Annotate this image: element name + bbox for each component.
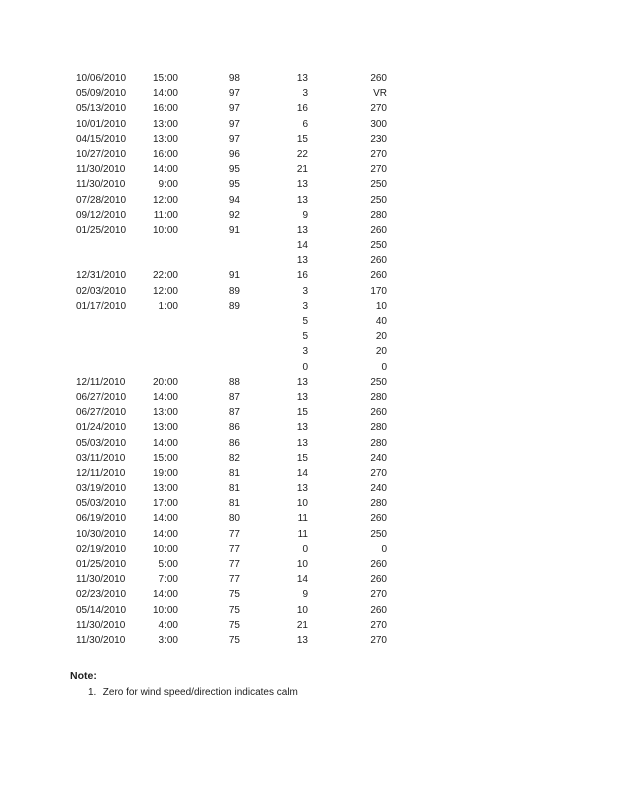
table-row xyxy=(60,390,400,405)
temperature-cell: 77 xyxy=(228,528,240,540)
wind-direction-cell: 250 xyxy=(370,194,387,206)
date-cell: 11/30/2010 xyxy=(76,164,126,176)
wind-speed-cell: 21 xyxy=(296,619,308,631)
wind-direction-cell: 270 xyxy=(370,467,387,479)
time-cell: 13:00 xyxy=(152,422,178,434)
wind-speed-cell: 13 xyxy=(296,179,308,191)
wind-speed-cell: 0 xyxy=(302,543,308,555)
time-cell: 14:00 xyxy=(152,88,178,100)
date-cell: 02/23/2010 xyxy=(76,589,127,601)
wind-direction-cell: 260 xyxy=(370,255,387,267)
wind-speed-cell: 15 xyxy=(296,407,308,419)
temperature-cell: 94 xyxy=(228,194,240,206)
temperature-cell: 95 xyxy=(228,179,240,191)
temperature-cell: 87 xyxy=(228,391,240,403)
date-cell: 05/13/2010 xyxy=(76,103,127,115)
temperature-cell: 92 xyxy=(228,209,240,221)
temperature-cell: 75 xyxy=(228,604,240,616)
date-cell: 10/01/2010 xyxy=(76,118,127,130)
time-cell: 14:00 xyxy=(152,391,178,403)
date-cell: 10/06/2010 xyxy=(76,73,127,84)
wind-speed-cell: 11 xyxy=(297,513,308,525)
wind-direction-cell: 270 xyxy=(370,619,387,631)
wind-speed-cell: 10 xyxy=(296,559,308,570)
temperature-cell: 87 xyxy=(228,407,240,419)
wind-speed-cell: 14 xyxy=(296,467,308,479)
wind-direction-cell: 250 xyxy=(370,179,387,191)
table-row xyxy=(60,360,400,375)
table-row xyxy=(60,344,400,359)
table-row xyxy=(60,451,400,466)
time-cell: 16:00 xyxy=(152,103,178,115)
date-cell: 11/30/2010 xyxy=(76,619,126,631)
wind-direction-cell: 270 xyxy=(370,148,387,160)
time-cell: 9:00 xyxy=(158,179,178,191)
wind-speed-cell: 13 xyxy=(296,634,308,646)
wind-direction-cell: 0 xyxy=(381,361,387,373)
date-cell: 10/30/2010 xyxy=(76,528,127,540)
wind-direction-cell: 270 xyxy=(370,164,387,176)
wind-speed-cell: 13 xyxy=(296,73,308,84)
wind-speed-cell: 3 xyxy=(302,285,308,297)
time-cell: 13:00 xyxy=(152,483,178,495)
wind-direction-cell: 280 xyxy=(370,437,387,449)
wind-speed-cell: 14 xyxy=(296,240,308,252)
time-cell: 15:00 xyxy=(152,452,178,464)
wind-direction-cell: 270 xyxy=(370,103,387,115)
table-row xyxy=(60,329,400,344)
wind-direction-cell: 280 xyxy=(370,498,387,510)
table-row xyxy=(60,238,400,253)
temperature-cell: 77 xyxy=(228,559,240,570)
weather-data-table xyxy=(60,71,400,648)
time-cell: 4:00 xyxy=(158,619,178,631)
temperature-cell: 75 xyxy=(228,589,240,601)
date-cell: 03/19/2010 xyxy=(76,483,127,495)
date-cell: 02/03/2010 xyxy=(76,285,127,297)
date-cell: 09/12/2010 xyxy=(76,209,127,221)
table-row xyxy=(60,633,400,648)
table-row xyxy=(60,527,400,542)
table-row xyxy=(60,86,400,101)
time-cell: 5:00 xyxy=(158,559,178,570)
date-cell: 06/27/2010 xyxy=(76,391,127,403)
temperature-cell: 77 xyxy=(228,574,240,586)
wind-direction-cell: 260 xyxy=(370,270,387,282)
table-row xyxy=(60,618,400,633)
date-cell: 10/27/2010 xyxy=(76,148,127,160)
temperature-cell: 88 xyxy=(228,376,240,388)
temperature-cell: 89 xyxy=(228,285,240,297)
temperature-cell: 75 xyxy=(228,634,240,646)
temperature-cell: 98 xyxy=(228,73,240,84)
wind-speed-cell: 13 xyxy=(296,422,308,434)
temperature-cell: 91 xyxy=(228,270,240,282)
wind-speed-cell: 21 xyxy=(296,164,308,176)
wind-direction-cell: 260 xyxy=(370,73,387,84)
temperature-cell: 81 xyxy=(228,498,240,510)
wind-speed-cell: 16 xyxy=(296,270,308,282)
wind-speed-cell: 9 xyxy=(302,589,308,601)
table-row xyxy=(60,268,400,283)
date-cell: 12/11/2010 xyxy=(76,376,126,388)
table-row xyxy=(60,71,400,86)
time-cell: 14:00 xyxy=(152,513,178,525)
date-cell: 04/15/2010 xyxy=(76,133,127,145)
time-cell: 16:00 xyxy=(152,148,178,160)
table-row xyxy=(60,375,400,390)
table-row xyxy=(60,603,400,618)
wind-speed-cell: 14 xyxy=(296,574,308,586)
date-cell: 05/03/2010 xyxy=(76,498,127,510)
temperature-cell: 86 xyxy=(228,437,240,449)
table-row xyxy=(60,314,400,329)
wind-direction-cell: 240 xyxy=(370,483,387,495)
wind-direction-cell: 260 xyxy=(370,604,387,616)
date-cell: 06/19/2010 xyxy=(76,513,127,525)
wind-direction-cell: 0 xyxy=(381,543,387,555)
wind-direction-cell: 20 xyxy=(375,331,387,343)
time-cell: 17:00 xyxy=(152,498,178,510)
note-item-number: 1. xyxy=(88,687,97,698)
temperature-cell: 97 xyxy=(228,118,240,130)
temperature-cell: 89 xyxy=(228,300,240,312)
date-cell: 01/25/2010 xyxy=(76,224,127,236)
temperature-cell: 97 xyxy=(228,133,240,145)
time-cell: 14:00 xyxy=(152,437,178,449)
table-row xyxy=(60,481,400,496)
date-cell: 11/30/2010 xyxy=(76,634,126,646)
wind-direction-cell: 270 xyxy=(370,634,387,646)
date-cell: 07/28/2010 xyxy=(76,194,127,206)
wind-direction-cell: 250 xyxy=(370,376,387,388)
time-cell: 10:00 xyxy=(152,543,178,555)
date-cell: 01/24/2010 xyxy=(76,422,127,434)
wind-direction-cell: 170 xyxy=(370,285,387,297)
wind-direction-cell: VR xyxy=(373,88,387,100)
wind-speed-cell: 5 xyxy=(302,331,308,343)
wind-direction-cell: 280 xyxy=(370,209,387,221)
time-cell: 13:00 xyxy=(152,118,178,130)
wind-speed-cell: 13 xyxy=(296,391,308,403)
table-row xyxy=(60,557,400,572)
note-title: Note: xyxy=(70,670,97,682)
temperature-cell: 80 xyxy=(228,513,240,525)
date-cell: 12/11/2010 xyxy=(76,467,126,479)
table-row xyxy=(60,420,400,435)
table-row xyxy=(60,542,400,557)
time-cell: 14:00 xyxy=(152,528,178,540)
temperature-cell: 97 xyxy=(228,88,240,100)
date-cell: 11/30/2010 xyxy=(76,179,126,191)
wind-speed-cell: 13 xyxy=(296,437,308,449)
table-row xyxy=(60,223,400,238)
time-cell: 19:00 xyxy=(152,467,178,479)
date-cell: 03/11/2010 xyxy=(76,452,126,464)
date-cell: 05/14/2010 xyxy=(76,604,127,616)
wind-speed-cell: 10 xyxy=(296,498,308,510)
temperature-cell: 75 xyxy=(228,619,240,631)
wind-direction-cell: 250 xyxy=(370,240,387,252)
time-cell: 12:00 xyxy=(152,194,178,206)
table-row xyxy=(60,511,400,526)
temperature-cell: 81 xyxy=(228,467,240,479)
wind-direction-cell: 260 xyxy=(370,224,387,236)
date-cell: 01/17/2010 xyxy=(76,300,127,312)
date-cell: 11/30/2010 xyxy=(76,574,126,586)
wind-direction-cell: 260 xyxy=(370,574,387,586)
wind-speed-cell: 5 xyxy=(302,316,308,327)
wind-speed-cell: 22 xyxy=(296,148,308,160)
wind-speed-cell: 13 xyxy=(296,255,308,267)
time-cell: 14:00 xyxy=(152,589,178,601)
table-row xyxy=(60,466,400,481)
time-cell: 3:00 xyxy=(158,634,178,646)
wind-speed-cell: 15 xyxy=(296,133,308,145)
table-row xyxy=(60,405,400,420)
wind-direction-cell: 260 xyxy=(370,407,387,419)
table-row xyxy=(60,162,400,177)
table-row xyxy=(60,132,400,147)
time-cell: 22:00 xyxy=(152,270,178,282)
table-row xyxy=(60,436,400,451)
date-cell: 05/09/2010 xyxy=(76,88,127,100)
temperature-cell: 96 xyxy=(228,148,240,160)
date-cell: 01/25/2010 xyxy=(76,559,127,570)
table-row xyxy=(60,193,400,208)
wind-speed-cell: 13 xyxy=(296,224,308,236)
time-cell: 7:00 xyxy=(158,574,178,586)
table-row xyxy=(60,147,400,162)
time-cell: 11:00 xyxy=(153,209,178,221)
wind-direction-cell: 40 xyxy=(375,316,387,327)
temperature-cell: 86 xyxy=(228,422,240,434)
time-cell: 1:00 xyxy=(158,300,178,312)
wind-direction-cell: 230 xyxy=(370,133,387,145)
temperature-cell: 81 xyxy=(228,483,240,495)
time-cell: 12:00 xyxy=(152,285,178,297)
wind-direction-cell: 10 xyxy=(375,300,387,312)
wind-speed-cell: 10 xyxy=(296,604,308,616)
time-cell: 10:00 xyxy=(152,224,178,236)
wind-speed-cell: 9 xyxy=(302,209,308,221)
time-cell: 14:00 xyxy=(152,164,178,176)
table-row xyxy=(60,117,400,132)
wind-speed-cell: 13 xyxy=(296,194,308,206)
date-cell: 05/03/2010 xyxy=(76,437,127,449)
table-row xyxy=(60,101,400,116)
wind-speed-cell: 0 xyxy=(302,361,308,373)
time-cell: 10:00 xyxy=(152,604,178,616)
wind-direction-cell: 280 xyxy=(370,422,387,434)
wind-speed-cell: 6 xyxy=(302,118,308,130)
wind-direction-cell: 270 xyxy=(370,589,387,601)
date-cell: 02/19/2010 xyxy=(76,543,127,555)
wind-direction-cell: 260 xyxy=(370,559,387,570)
time-cell: 13:00 xyxy=(152,407,178,419)
table-row xyxy=(60,208,400,223)
table-row xyxy=(60,496,400,511)
note-section xyxy=(70,670,490,698)
temperature-cell: 82 xyxy=(228,452,240,464)
wind-direction-cell: 300 xyxy=(370,118,387,130)
note-item xyxy=(70,687,490,698)
wind-speed-cell: 13 xyxy=(296,376,308,388)
wind-direction-cell: 240 xyxy=(370,452,387,464)
wind-direction-cell: 280 xyxy=(370,391,387,403)
table-row xyxy=(60,284,400,299)
temperature-cell: 91 xyxy=(228,224,240,236)
wind-speed-cell: 3 xyxy=(302,346,308,358)
note-item-text: Zero for wind speed/direction indicates calm xyxy=(102,687,298,698)
wind-speed-cell: 3 xyxy=(302,88,308,100)
table-row xyxy=(60,177,400,192)
time-cell: 13:00 xyxy=(152,133,178,145)
wind-speed-cell: 3 xyxy=(302,300,308,312)
table-row xyxy=(60,572,400,587)
wind-direction-cell: 250 xyxy=(370,528,387,540)
table-row xyxy=(60,587,400,602)
wind-direction-cell: 260 xyxy=(370,513,387,525)
time-cell: 15:00 xyxy=(152,73,178,84)
table-row xyxy=(60,253,400,268)
wind-speed-cell: 13 xyxy=(296,483,308,495)
temperature-cell: 77 xyxy=(228,543,240,555)
wind-direction-cell: 20 xyxy=(375,346,387,358)
time-cell: 20:00 xyxy=(152,376,178,388)
table-row xyxy=(60,299,400,314)
date-cell: 06/27/2010 xyxy=(76,407,127,419)
temperature-cell: 95 xyxy=(228,164,240,176)
wind-speed-cell: 15 xyxy=(296,452,308,464)
wind-speed-cell: 11 xyxy=(297,528,308,540)
date-cell: 12/31/2010 xyxy=(76,270,127,282)
wind-speed-cell: 16 xyxy=(296,103,308,115)
temperature-cell: 97 xyxy=(228,103,240,115)
